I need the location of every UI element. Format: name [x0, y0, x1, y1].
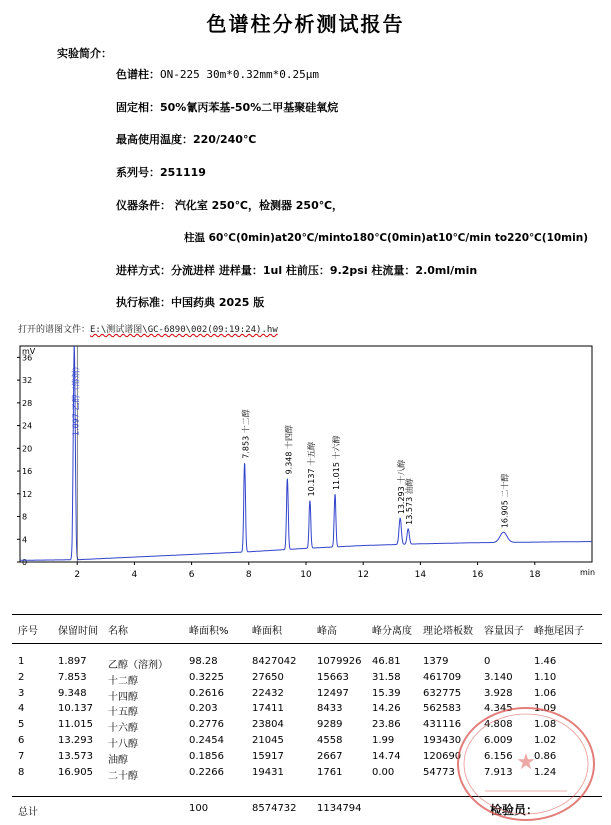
- table-cell: 0.2616: [189, 687, 224, 699]
- table-cell: 6.009: [484, 735, 513, 746]
- table-cell: 4558: [317, 735, 343, 746]
- table-cell: 4.808: [484, 719, 513, 731]
- table-cell: 46.81: [372, 656, 401, 667]
- table-cell: 27650: [252, 671, 284, 683]
- peak-label: 11.015 十六醇: [332, 435, 342, 491]
- conditions-value: 汽化室 250℃，检测器 250℃，: [171, 199, 344, 212]
- table-cell: 1.08: [534, 719, 557, 731]
- x-tick-label: 8: [245, 570, 252, 580]
- table-cell: 9289: [317, 719, 343, 731]
- table-header-cell: 容量因子: [484, 626, 524, 637]
- table-cell: 6: [18, 735, 25, 746]
- table-cell: 19431: [252, 766, 284, 778]
- injection-value: 分流进样 进样量：1ul 柱前压：9.2psi 柱流量：2.0ml/min: [171, 264, 478, 277]
- table-top-rule: [12, 614, 602, 615]
- intro-heading: 实验简介：: [57, 47, 112, 60]
- table-cell: 1379: [423, 656, 449, 667]
- file-path-prefix: 打开的谱图文件：: [18, 325, 91, 335]
- table-cell: 0: [484, 656, 491, 667]
- phase-label: 固定相：: [116, 101, 160, 114]
- table-cell: 120690: [423, 750, 462, 762]
- phase-value: 50%氰丙苯基-50%二甲基聚硅氧烷: [160, 101, 339, 114]
- conditions-label: 仪器条件：: [116, 199, 171, 212]
- table-cell: 3.928: [484, 687, 513, 699]
- y-tick-label: 12: [22, 489, 33, 499]
- table-cell: 10.137: [58, 703, 93, 715]
- serial-line: [116, 164, 206, 180]
- table-cell: 562583: [423, 703, 462, 715]
- table-cell: 1: [18, 656, 25, 667]
- x-tick-label: 14: [414, 570, 427, 580]
- x-tick-label: 18: [529, 570, 541, 580]
- chromatogram-chart: [12, 340, 602, 590]
- table-cell: 193430: [423, 735, 462, 746]
- y-tick-label: 28: [22, 398, 33, 408]
- column-value: ON-225 30m*0.32mm*0.25μm: [160, 68, 319, 81]
- table-cell: 7: [18, 750, 25, 762]
- table-cell: 十五醇: [108, 707, 138, 719]
- x-tick-label: 12: [357, 570, 369, 580]
- table-cell: 8427042: [252, 656, 297, 667]
- peak-label: 13.293 十八醇: [397, 459, 407, 515]
- table-cell: 乙醇（溶剂）: [108, 660, 168, 671]
- maxtemp-label: 最高使用温度：: [116, 133, 193, 146]
- table-cell: 1761: [317, 766, 343, 778]
- table-row: [0, 688, 611, 704]
- table-header-cell: 理论塔板数: [423, 626, 473, 637]
- table-header-cell: 峰高: [317, 626, 337, 637]
- company-seal-stamp: [455, 705, 597, 823]
- svg-text:★: ★: [516, 750, 536, 775]
- standard-line: [116, 294, 264, 310]
- x-tick-label: 10: [300, 570, 312, 580]
- peak-label: 9.348 十四醇: [284, 424, 294, 475]
- y-tick-label: 24: [22, 421, 33, 431]
- maxtemp-line: [116, 131, 256, 147]
- peak-label: 7.853 十二醇: [241, 409, 251, 459]
- table-cell: 1079926: [317, 656, 362, 667]
- oven-program-text: 柱温 60℃(0min)at20℃/minto180℃(0min)at10℃/min to220℃(10min): [184, 232, 588, 244]
- table-cell: 14.26: [372, 703, 401, 715]
- table-cell: 1.06: [534, 687, 557, 699]
- table-cell: 1.897: [58, 656, 87, 667]
- table-cell: 7.913: [484, 766, 513, 778]
- y-tick-label: 20: [22, 444, 33, 454]
- table-cell: 21045: [252, 735, 284, 746]
- table-cell: 31.58: [372, 671, 401, 683]
- peak-label: 16.905 二十醇: [500, 473, 510, 529]
- standard-value: 中国药典 2025 版: [171, 296, 265, 309]
- x-tick-label: 2: [74, 570, 81, 580]
- table-cell: 98.28: [189, 656, 218, 667]
- x-tick-label: 6: [188, 570, 195, 580]
- y-tick-label: 4: [22, 535, 28, 545]
- table-cell: 1.02: [534, 735, 557, 746]
- table-cell: 8433: [317, 703, 343, 715]
- table-cell: 17411: [252, 703, 284, 715]
- table-cell: 9.348: [58, 687, 87, 699]
- table-cell: 4.345: [484, 703, 513, 715]
- serial-value: 251119: [160, 166, 206, 179]
- table-cell: 22432: [252, 687, 284, 699]
- injection-line: [116, 262, 477, 278]
- table-cell: 15.39: [372, 687, 401, 699]
- x-tick-label: 16: [471, 570, 484, 580]
- y-tick-label: 16: [22, 467, 33, 477]
- table-cell: 431116: [423, 719, 462, 731]
- standard-label: 执行标准：: [116, 296, 171, 309]
- table-header-cell: 峰面积: [252, 626, 282, 637]
- conditions-line: [116, 197, 343, 213]
- table-cell: 6.156: [484, 750, 513, 762]
- table-cell: 0.2454: [189, 735, 224, 746]
- table-cell: 0.2776: [189, 719, 224, 731]
- total-area: 8574732: [252, 803, 297, 814]
- table-cell: 16.905: [58, 766, 93, 778]
- total-label: 总计: [18, 807, 38, 818]
- table-header-cell: 序号: [18, 626, 38, 637]
- table-cell: 54773: [423, 766, 455, 778]
- y-tick-label: 8: [22, 512, 28, 522]
- peak-label: 1.897 乙醇（溶剂）: [71, 362, 81, 436]
- file-path-line: [18, 322, 278, 335]
- table-cell: 十八醇: [108, 739, 138, 750]
- table-cell: 3: [18, 687, 25, 699]
- table-cell: 23.86: [372, 719, 401, 731]
- table-cell: 3.140: [484, 671, 513, 683]
- table-cell: 2667: [317, 750, 343, 762]
- x-axis-label: min: [580, 568, 596, 577]
- table-cell: 14.74: [372, 750, 401, 762]
- table-cell: 15663: [317, 671, 349, 683]
- table-cell: 461709: [423, 671, 462, 683]
- table-cell: 1.24: [534, 766, 557, 778]
- table-header-cell: 峰拖尾因子: [534, 626, 584, 637]
- injection-label: 进样方式：: [116, 264, 171, 277]
- total-area-pct: 100: [189, 803, 209, 814]
- table-cell: 12497: [317, 687, 349, 699]
- table-cell: 4: [18, 703, 25, 715]
- table-cell: 0.00: [372, 766, 395, 778]
- total-height: 1134794: [317, 803, 362, 814]
- table-cell: 0.2266: [189, 766, 224, 778]
- table-cell: 11.015: [58, 719, 93, 731]
- table-cell: 13.293: [58, 735, 93, 746]
- table-cell: 十二醇: [108, 675, 138, 687]
- table-row: [0, 672, 611, 688]
- table-cell: 8: [18, 766, 25, 778]
- column-line: [116, 66, 319, 82]
- table-cell: 0.86: [534, 750, 557, 762]
- table-cell: 0.3225: [189, 671, 224, 683]
- table-header-cell: 保留时间: [58, 626, 98, 637]
- x-tick-label: 4: [131, 570, 138, 580]
- table-header-cell: 名称: [108, 626, 128, 637]
- table-cell: 2: [18, 671, 25, 683]
- table-header-rule: [12, 643, 602, 644]
- peak-label: 10.137 十五醇: [306, 441, 316, 497]
- table-cell: 油醇: [108, 754, 128, 766]
- serial-label: 系列号：: [116, 166, 160, 179]
- y-tick-label: 0: [22, 558, 28, 567]
- column-label: 色谱柱：: [116, 68, 160, 81]
- inspector-label: 检验员：: [490, 803, 539, 817]
- table-cell: 13.573: [58, 750, 93, 762]
- table-cell: 十四醇: [108, 691, 138, 703]
- maxtemp-value: 220/240℃: [193, 133, 257, 146]
- peak-label: 13.573 油醇: [405, 478, 415, 525]
- table-cell: 0.1856: [189, 750, 224, 762]
- table-row: [0, 656, 611, 672]
- table-header-cell: 峰面积%: [189, 626, 229, 637]
- phase-line: [116, 99, 338, 115]
- table-cell: 1.46: [534, 656, 557, 667]
- y-tick-label: 36: [22, 353, 33, 363]
- table-cell: 1.99: [372, 735, 395, 746]
- oven-program: [184, 230, 588, 245]
- table-cell: 0.203: [189, 703, 218, 715]
- table-cell: 十六醇: [108, 723, 138, 735]
- y-tick-label: 32: [22, 376, 33, 386]
- table-cell: 二十醇: [108, 770, 138, 782]
- table-cell: 5: [18, 719, 25, 731]
- table-cell: 1.09: [534, 703, 557, 715]
- report-title: 色谱柱分析测试报告: [206, 12, 405, 36]
- table-cell: 1.10: [534, 671, 557, 683]
- table-cell: 7.853: [58, 671, 87, 683]
- table-header-cell: 峰分离度: [372, 626, 412, 637]
- table-cell: 15917: [252, 750, 284, 762]
- y-axis-label: mV: [22, 347, 36, 356]
- file-path: E:\测试谱图\GC-6890\002(09:19:24).hw: [90, 325, 278, 335]
- table-cell: 632775: [423, 687, 462, 699]
- table-cell: 23804: [252, 719, 284, 731]
